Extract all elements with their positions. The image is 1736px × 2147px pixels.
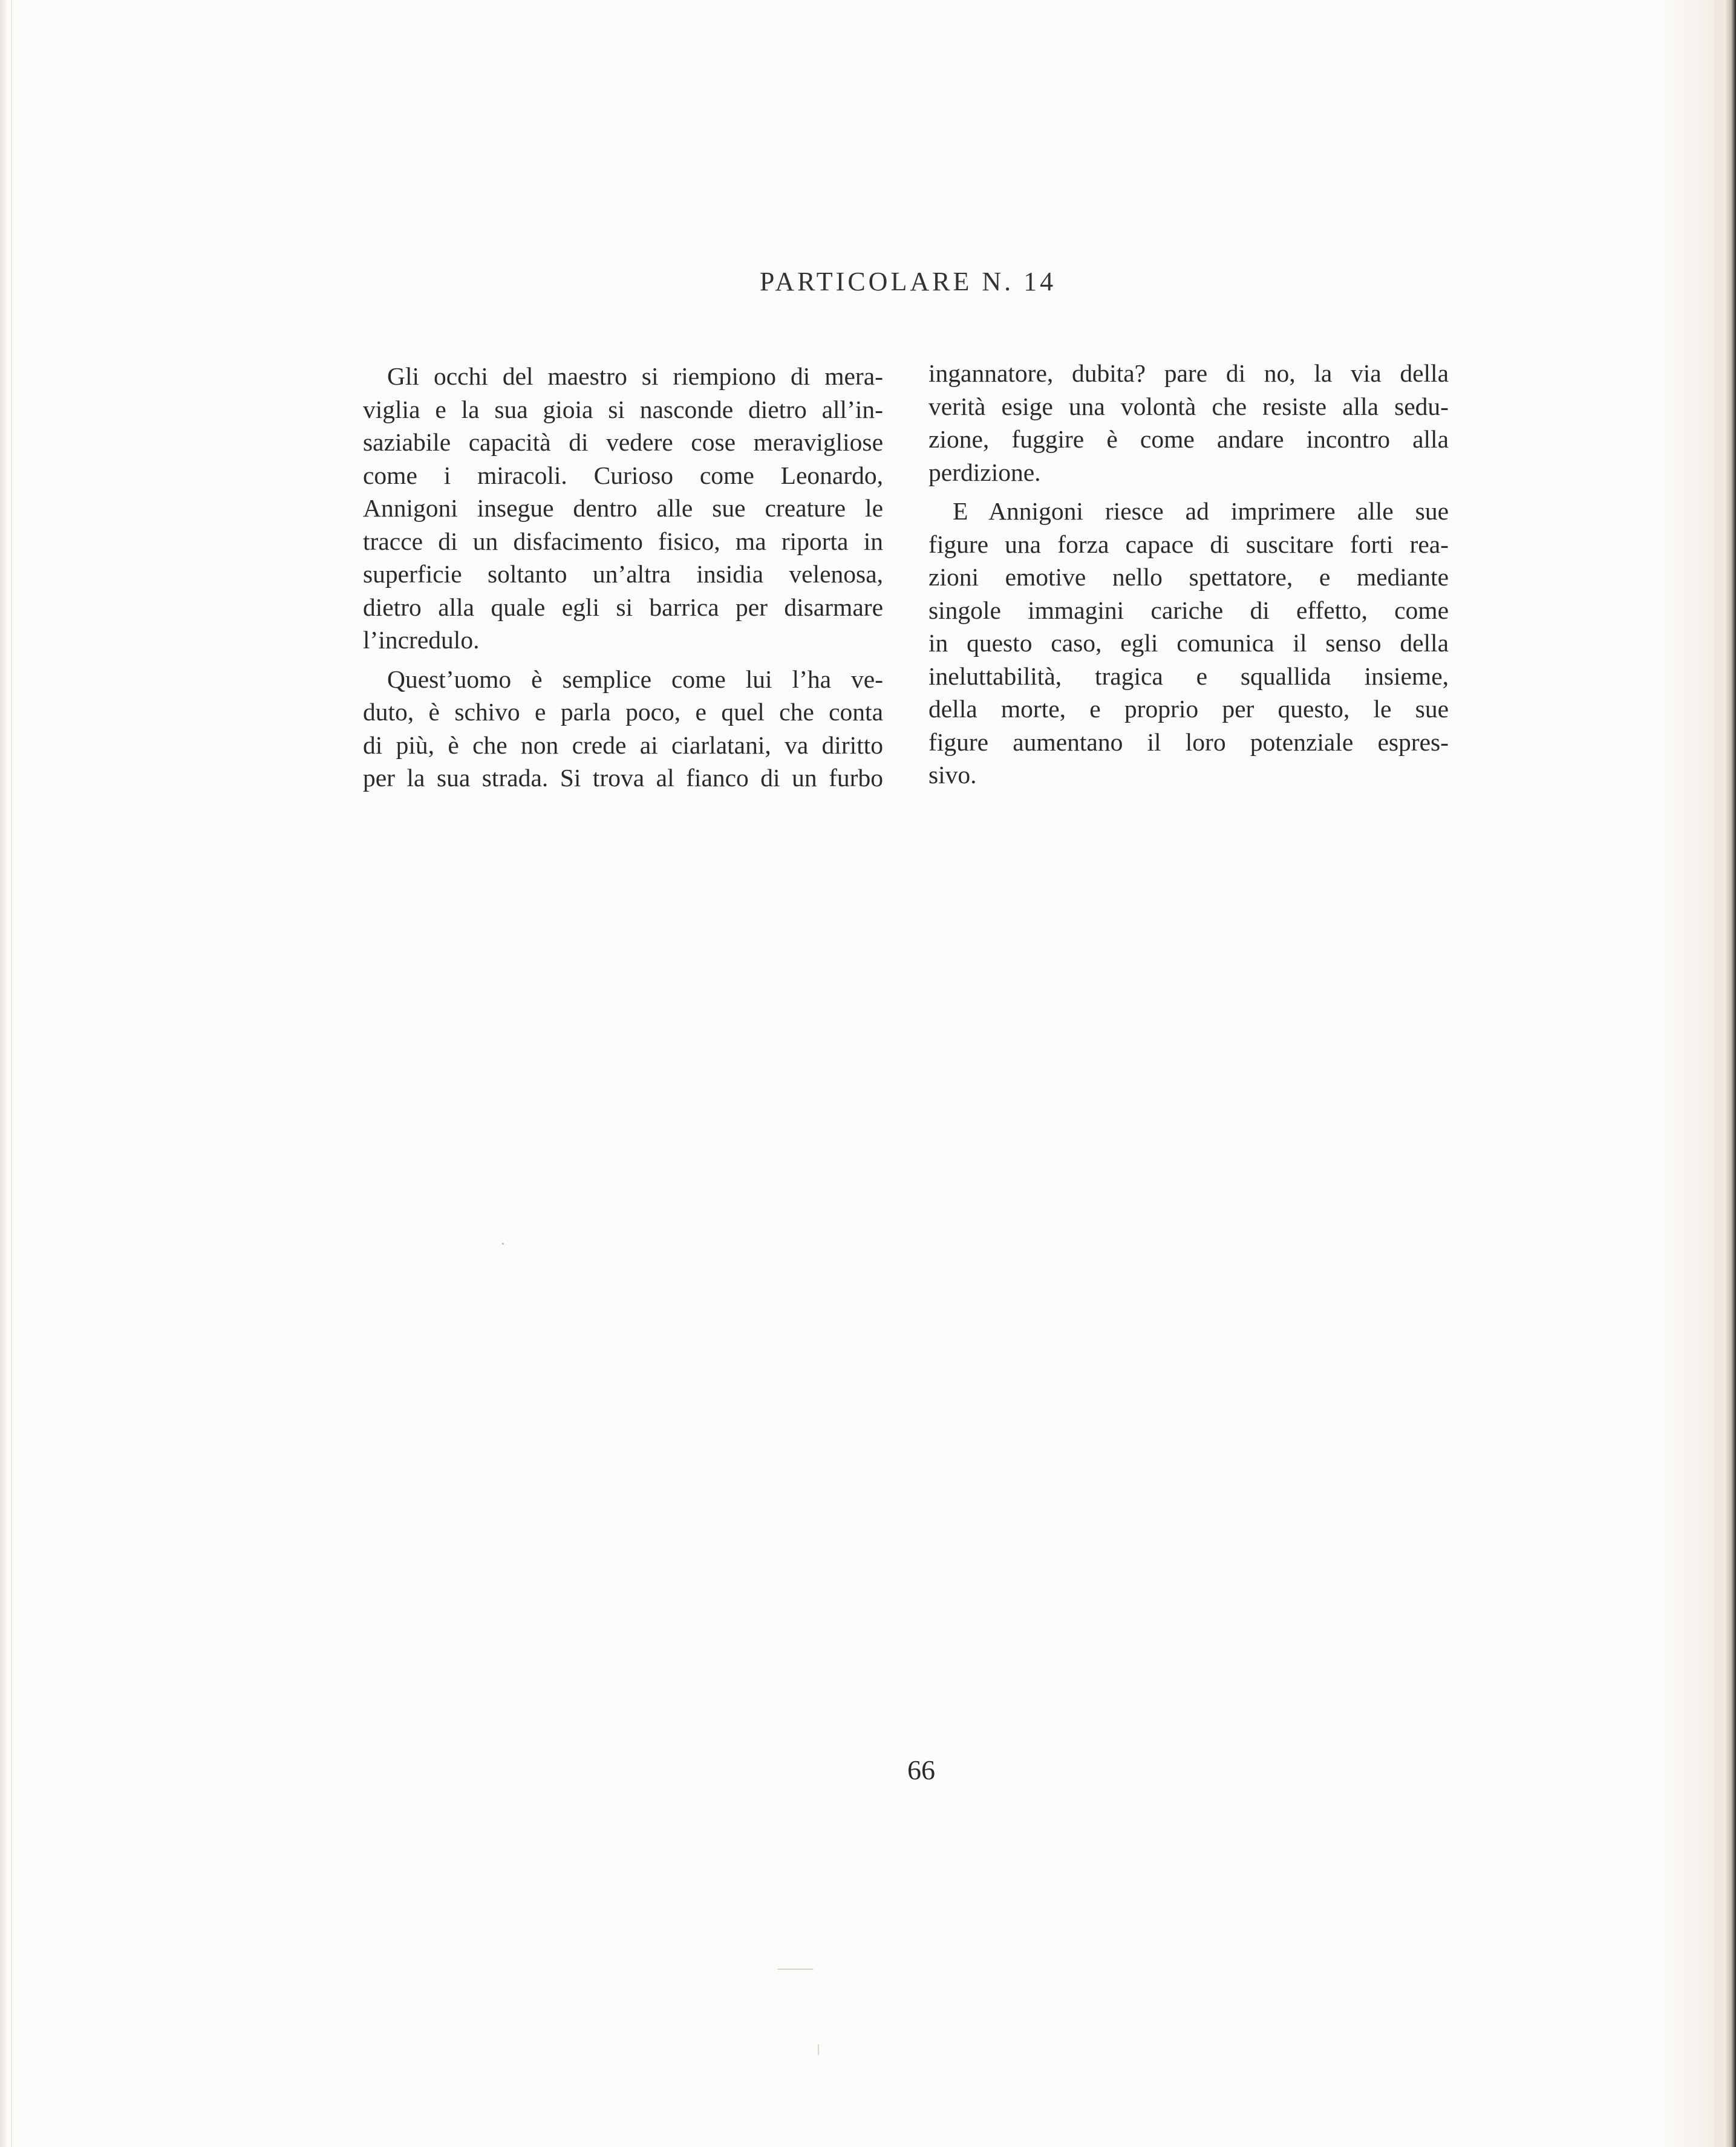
paper-speck <box>777 1969 814 1970</box>
text-line: perdizione. <box>928 458 1041 486</box>
text-line: zione, fuggire è come andare incontro alla <box>928 425 1449 453</box>
text-line: figure una forza capace di suscitare forti rea- <box>928 530 1449 558</box>
text-line: zioni emotive nello spettatore, e mediante <box>928 563 1449 591</box>
text-line: l’incredulo. <box>363 626 480 654</box>
text-line: superficie soltanto un’altra insidia velenosa, <box>363 560 883 588</box>
page-title: PARTICOLARE N. 14 <box>759 267 1057 296</box>
text-line: saziabile capacità di vedere cose meravigliose <box>363 428 883 456</box>
text-line: verità esige una volontà che resiste alla sedu- <box>928 392 1449 420</box>
text-line: Gli occhi del maestro si riempiono di mera- <box>387 362 883 390</box>
text-line: della morte, e proprio per questo, le sue <box>928 695 1449 723</box>
text-line: per la sua strada. Si trova al fianco di un furbo <box>363 764 883 792</box>
paper-speck <box>818 2044 819 2055</box>
page-number: 66 <box>907 1754 935 1785</box>
text-line: dietro alla quale egli si barrica per disarmare <box>363 593 883 621</box>
text-line: viglia e la sua gioia si nasconde dietro all’in- <box>363 395 883 423</box>
page-gutter-shadow <box>1660 0 1714 2147</box>
text-line: figure aumentano il loro potenziale espres- <box>928 728 1449 756</box>
page-edge-left-line <box>11 0 12 2147</box>
text-line: in questo caso, egli comunica il senso della <box>928 629 1449 657</box>
text-line: sivo. <box>928 761 977 789</box>
paper-speck <box>502 1243 504 1245</box>
page-edge-right <box>1714 0 1736 2147</box>
text-line: ingannatore, dubita? pare di no, la via della <box>928 359 1449 387</box>
text-line: Quest’uomo è semplice come lui l’ha ve- <box>387 665 883 693</box>
text-line: di più, è che non crede ai ciarlatani, va diritto <box>363 731 883 759</box>
text-line: singole immagini cariche di effetto, come <box>928 596 1449 624</box>
text-line: tracce di un disfacimento fisico, ma riporta in <box>363 527 883 555</box>
text-line: duto, è schivo e parla poco, e quel che conta <box>363 698 883 726</box>
left-text-column <box>363 360 883 795</box>
text-line: E Annigoni riesce ad imprimere alle sue <box>953 497 1449 525</box>
text-line: ineluttabilità, tragica e squallida insieme, <box>928 662 1449 690</box>
text-line: Annigoni insegue dentro alle sue creature le <box>363 494 883 522</box>
right-text-column <box>928 357 1449 792</box>
text-line: come i miracoli. Curioso come Leonardo, <box>363 461 883 489</box>
page-edge-left <box>0 0 6 2147</box>
